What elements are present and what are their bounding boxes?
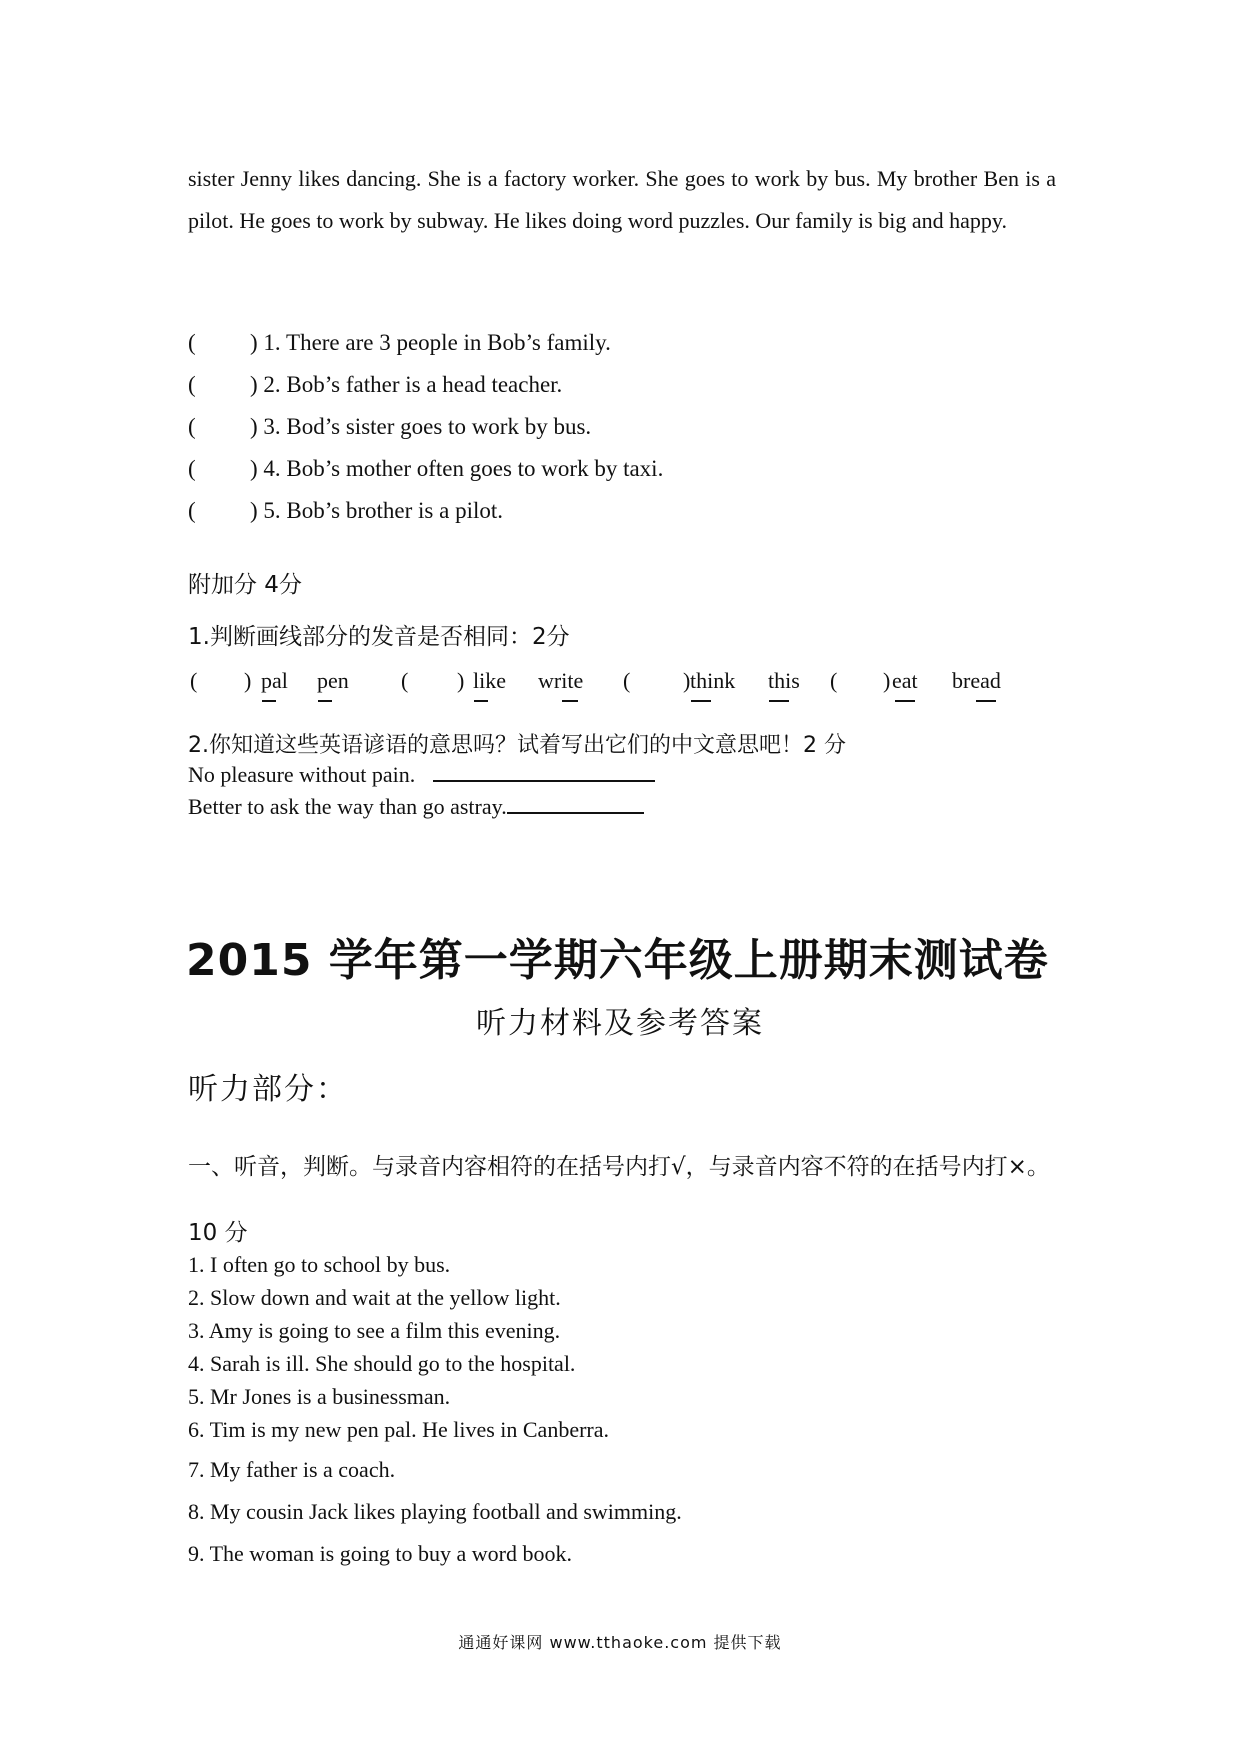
- phonics-paren-open: (: [401, 668, 409, 693]
- phonics-word: this: [768, 668, 800, 693]
- answer-blank[interactable]: [507, 794, 644, 814]
- question-text: Bob’s father is a head teacher.: [286, 372, 563, 397]
- phonics-paren-close: ): [683, 668, 691, 693]
- question-number: ) 4.: [250, 456, 281, 481]
- phonics-paren-open: (: [190, 668, 198, 693]
- question-text: Bob’s brother is a pilot.: [286, 498, 503, 523]
- exam-title: 2015 学年第一学期六年级上册期末测试卷: [186, 935, 1049, 986]
- proverb-line: [188, 794, 644, 820]
- phonics-paren-close: ): [883, 668, 891, 693]
- question-row: [188, 448, 663, 490]
- underline-mark: [474, 700, 488, 702]
- listening-heading: 听力部分：: [188, 1072, 348, 1107]
- phonics-paren-open: (: [623, 668, 631, 693]
- passage-text: sister Jenny likes dancing. She is a factory worker. She goes to work by bus. My brother Ben is a pilot. He goes to work by subway. He likes doing word puzzles. Our family is big and happy.: [188, 166, 1056, 233]
- question-text: Bob’s mother often goes to work by taxi.: [286, 456, 664, 481]
- script-line: 2. Slow down and wait at the yellow light.: [188, 1285, 561, 1310]
- script-line: 1. I often go to school by bus.: [188, 1252, 451, 1277]
- question-number: ) 5.: [250, 498, 281, 523]
- phonics-word: write: [538, 668, 584, 693]
- true-false-questions: [188, 322, 663, 532]
- phonics-word: pal: [261, 668, 288, 693]
- underline-mark: [976, 700, 996, 702]
- phonics-paren-open: (: [830, 668, 838, 693]
- script-line: 4. Sarah is ill. She should go to the hospital.: [188, 1351, 576, 1376]
- answer-paren: (: [188, 414, 196, 439]
- script-line: 9. The woman is going to buy a word book.: [188, 1541, 572, 1566]
- phonics-word: like: [473, 668, 506, 693]
- phonics-paren-close: ): [244, 668, 252, 693]
- question-row: [188, 322, 663, 364]
- underline-mark: [318, 700, 332, 702]
- underline-mark: [691, 700, 711, 702]
- answer-paren: (: [188, 330, 196, 355]
- listening-scripts: [188, 1252, 682, 1577]
- footer-credit: 通通好课网 www.tthaoke.com 提供下载: [458, 1633, 782, 1652]
- question-row: [188, 364, 663, 406]
- proverb-text: No pleasure without pain.: [188, 762, 416, 787]
- script-line: 5. Mr Jones is a businessman.: [188, 1384, 451, 1409]
- question-number: ) 1.: [250, 330, 281, 355]
- script-line: 7. My father is a coach.: [188, 1457, 396, 1482]
- script-line: 6. Tim is my new pen pal. He lives in Canberra.: [188, 1417, 610, 1442]
- bonus-title: 附加分 4分: [188, 572, 302, 598]
- proverb-text: Better to ask the way than go astray.: [188, 794, 507, 819]
- underline-mark: [769, 700, 789, 702]
- underline-mark: [895, 700, 915, 702]
- phonics-paren-close: ): [457, 668, 465, 693]
- question-row: [188, 490, 663, 532]
- script-line: 8. My cousin Jack likes playing football and swimming.: [188, 1499, 682, 1524]
- answer-paren: (: [188, 372, 196, 397]
- question-number: ) 2.: [250, 372, 281, 397]
- bonus-question-1-title: 1.判断画线部分的发音是否相同：2分: [188, 624, 570, 650]
- question-text: There are 3 people in Bob’s family.: [286, 330, 611, 355]
- phonics-exercise: [0, 662, 1240, 706]
- script-line: 3. Amy is going to see a film this evening.: [188, 1318, 561, 1343]
- exam-subtitle: 听力材料及参考答案: [476, 1006, 764, 1041]
- phonics-word: pen: [317, 668, 349, 693]
- question-row: [188, 406, 663, 448]
- phonics-word: think: [690, 668, 736, 693]
- answer-paren: (: [188, 456, 196, 481]
- proverb-line: [188, 762, 655, 788]
- question-number: ) 3.: [250, 414, 281, 439]
- question-text: Bod’s sister goes to work by bus.: [286, 414, 592, 439]
- phonics-word: eat: [892, 668, 918, 693]
- section-one-instructions: 一、听音，判断。与录音内容相符的在括号内打√，与录音内容不符的在括号内打×。10 分: [188, 1154, 1050, 1246]
- reading-passage: [188, 158, 1056, 242]
- answer-blank[interactable]: [433, 762, 655, 782]
- answer-paren: (: [188, 498, 196, 523]
- underline-mark: [262, 700, 276, 702]
- phonics-word: bread: [952, 668, 1001, 693]
- underline-mark: [562, 700, 578, 702]
- bonus-question-2-title: 2.你知道这些英语谚语的意思吗？试着写出它们的中文意思吧！2 分: [188, 733, 846, 758]
